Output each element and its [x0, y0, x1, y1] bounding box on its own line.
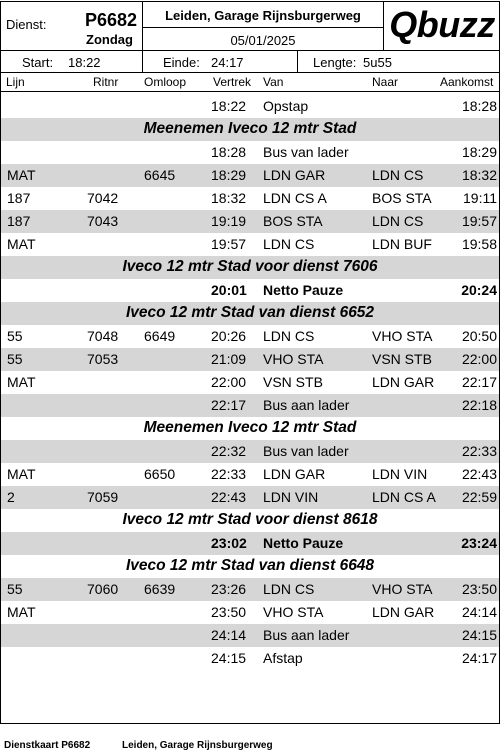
- cell-ritnr: 7059: [87, 489, 119, 505]
- cell-vertrek: 22:00: [211, 374, 247, 390]
- page-border-bottom: [0, 723, 500, 724]
- cell-van: LDN GAR: [263, 167, 326, 183]
- section-title: Iveco 12 mtr Stad voor dienst 7606: [122, 258, 378, 275]
- cell-ritnr: 7060: [87, 581, 119, 597]
- table-row: [0, 141, 500, 164]
- cell-aankomst: 24:15: [461, 627, 497, 643]
- cell-aankomst: 22:33: [461, 443, 497, 459]
- table-row: [0, 440, 500, 463]
- cell-omloop: 6639: [144, 581, 176, 597]
- dienst-number: P6682: [85, 10, 138, 30]
- column-header-van: Van: [263, 75, 284, 89]
- cell-lijn: 55: [7, 581, 23, 597]
- table-row: [0, 187, 500, 210]
- cell-lijn: 187: [7, 190, 31, 206]
- column-header-underline: [0, 91, 500, 92]
- cell-aankomst: 22:17: [461, 374, 497, 390]
- cell-naar: LDN CS: [372, 167, 424, 183]
- table-row: [0, 95, 500, 118]
- header-divider-vertical-4: [383, 1, 384, 50]
- cell-vertrek: 20:26: [211, 328, 247, 344]
- pause-row: [0, 532, 500, 555]
- cell-lijn: MAT: [7, 374, 36, 390]
- table-row: [0, 578, 500, 601]
- table-row: [0, 210, 500, 233]
- einde-time: 24:17: [211, 55, 244, 70]
- column-header-naar: Naar: [372, 75, 399, 89]
- footer-dienstkaart: Dienstkaart P6682: [4, 740, 91, 751]
- cell-van: Netto Pauze: [263, 282, 344, 298]
- cell-vertrek: 20:01: [211, 282, 247, 298]
- cell-van: Bus aan lader: [263, 397, 350, 413]
- cell-naar: LDN CS A: [372, 489, 436, 505]
- cell-vertrek: 23:50: [211, 604, 247, 620]
- header-divider-vertical-3: [297, 51, 298, 73]
- table-row: [0, 647, 500, 670]
- cell-aankomst: 22:59: [461, 489, 497, 505]
- cell-aankomst: 19:57: [461, 213, 497, 229]
- cell-van: LDN CS: [263, 328, 315, 344]
- cell-vertrek: 22:33: [211, 466, 247, 482]
- cell-vertrek: 18:22: [211, 98, 247, 114]
- cell-aankomst: 18:28: [461, 98, 497, 114]
- cell-aankomst: 20:24: [461, 282, 497, 298]
- cell-naar: BOS STA: [372, 190, 432, 206]
- cell-vertrek: 24:15: [211, 650, 247, 666]
- section-header-row: [0, 509, 500, 532]
- cell-aankomst: 18:32: [461, 167, 497, 183]
- dienst-label: Dienst:: [6, 17, 47, 32]
- cell-vertrek: 22:17: [211, 397, 247, 413]
- cell-aankomst: 24:14: [461, 604, 497, 620]
- cell-naar: LDN BUF: [372, 236, 432, 252]
- cell-naar: LDN VIN: [372, 466, 428, 482]
- cell-vertrek: 22:32: [211, 443, 247, 459]
- cell-van: Bus van lader: [263, 144, 349, 160]
- cell-aankomst: 22:43: [461, 466, 497, 482]
- cell-aankomst: 24:17: [461, 650, 497, 666]
- lengte-label: Lengte:: [313, 55, 357, 70]
- cell-lijn: 55: [7, 351, 23, 367]
- cell-van: VHO STA: [263, 351, 324, 367]
- table-row: [0, 624, 500, 647]
- cell-van: Netto Pauze: [263, 535, 344, 551]
- section-header-row: [0, 256, 500, 279]
- cell-aankomst: 22:18: [461, 397, 497, 413]
- cell-ritnr: 7053: [87, 351, 119, 367]
- cell-omloop: 6645: [144, 167, 176, 183]
- table-row: [0, 463, 500, 486]
- cell-aankomst: 19:58: [461, 236, 497, 252]
- cell-vertrek: 19:19: [211, 213, 247, 229]
- cell-lijn: MAT: [7, 604, 36, 620]
- cell-van: LDN CS: [263, 236, 315, 252]
- cell-aankomst: 19:11: [463, 190, 497, 206]
- dienst-day: Zondag: [86, 32, 133, 47]
- cell-vertrek: 23:02: [211, 535, 247, 551]
- cell-aankomst: 23:50: [461, 581, 497, 597]
- cell-naar: VHO STA: [372, 581, 433, 597]
- cell-lijn: MAT: [7, 466, 36, 482]
- cell-vertrek: 19:57: [211, 236, 247, 252]
- cell-van: Bus aan lader: [263, 627, 350, 643]
- cell-van: Opstap: [263, 98, 309, 114]
- cell-van: LDN VIN: [263, 489, 319, 505]
- cell-van: VHO STA: [263, 604, 324, 620]
- pause-row: [0, 279, 500, 302]
- cell-ritnr: 7042: [87, 190, 119, 206]
- cell-lijn: MAT: [7, 167, 36, 183]
- service-date: 05/01/2025: [230, 33, 296, 48]
- header-divider-location: [142, 27, 383, 28]
- cell-vertrek: 18:29: [211, 167, 247, 183]
- header-divider-vertical-2: [142, 51, 143, 73]
- section-header-row: [0, 302, 500, 325]
- cell-vertrek: 18:28: [211, 144, 247, 160]
- table-row: [0, 601, 500, 624]
- cell-vertrek: 23:26: [211, 581, 247, 597]
- cell-van: BOS STA: [263, 213, 323, 229]
- cell-van: LDN GAR: [263, 466, 326, 482]
- location-title: Leiden, Garage Rijnsburgerweg: [165, 8, 361, 23]
- cell-lijn: MAT: [7, 236, 36, 252]
- table-row: [0, 325, 500, 348]
- cell-naar: VHO STA: [372, 328, 433, 344]
- footer-location: Leiden, Garage Rijnsburgerweg: [122, 740, 273, 751]
- section-title: Iveco 12 mtr Stad voor dienst 8618: [122, 511, 378, 528]
- section-title: Meenemen Iveco 12 mtr Stad: [143, 120, 357, 137]
- start-time: 18:22: [68, 55, 101, 70]
- cell-aankomst: 18:29: [461, 144, 497, 160]
- cell-aankomst: 23:24: [461, 535, 497, 551]
- lengte-value: 5u55: [363, 55, 392, 70]
- cell-lijn: 55: [7, 328, 23, 344]
- table-row: [0, 348, 500, 371]
- section-header-row: [0, 118, 500, 141]
- cell-naar: LDN CS: [372, 213, 424, 229]
- column-header-omloop: Omloop: [144, 75, 187, 89]
- table-row: [0, 394, 500, 417]
- cell-lijn: 2: [7, 489, 15, 505]
- cell-vertrek: 18:32: [211, 190, 247, 206]
- einde-label: Einde:: [163, 55, 200, 70]
- cell-vertrek: 22:43: [211, 489, 247, 505]
- cell-van: Bus van lader: [263, 443, 349, 459]
- cell-aankomst: 20:50: [461, 328, 497, 344]
- cell-lijn: 187: [7, 213, 31, 229]
- page-border-left: [0, 73, 1, 723]
- qbuzz-logo: Qbuzz: [389, 4, 495, 45]
- section-title: Meenemen Iveco 12 mtr Stad: [143, 419, 357, 436]
- cell-vertrek: 24:14: [211, 627, 247, 643]
- table-row: [0, 371, 500, 394]
- cell-naar: LDN GAR: [372, 374, 435, 390]
- cell-vertrek: 21:09: [211, 351, 247, 367]
- start-label: Start:: [22, 55, 54, 70]
- column-header-ritnr: Ritnr: [93, 75, 119, 89]
- section-title: Iveco 12 mtr Stad van dienst 6652: [125, 304, 375, 321]
- table-row: [0, 486, 500, 509]
- header-divider-horizontal: [0, 50, 500, 51]
- cell-van: Afstap: [263, 650, 303, 666]
- cell-naar: LDN GAR: [372, 604, 435, 620]
- cell-van: VSN STB: [263, 374, 323, 390]
- cell-naar: VSN STB: [372, 351, 432, 367]
- column-header-lijn: Lijn: [6, 75, 25, 89]
- cell-aankomst: 22:00: [461, 351, 497, 367]
- cell-omloop: 6649: [144, 328, 176, 344]
- cell-van: LDN CS A: [263, 190, 327, 206]
- section-header-row: [0, 417, 500, 440]
- cell-van: LDN CS: [263, 581, 315, 597]
- table-row: [0, 233, 500, 256]
- column-header-aankomst: Aankomst: [440, 75, 494, 89]
- section-title: Iveco 12 mtr Stad van dienst 6648: [125, 557, 375, 574]
- cell-ritnr: 7043: [87, 213, 119, 229]
- cell-omloop: 6650: [144, 466, 176, 482]
- cell-ritnr: 7048: [87, 328, 119, 344]
- column-header-vertrek: Vertrek: [213, 75, 252, 89]
- section-header-row: [0, 555, 500, 578]
- table-row: [0, 164, 500, 187]
